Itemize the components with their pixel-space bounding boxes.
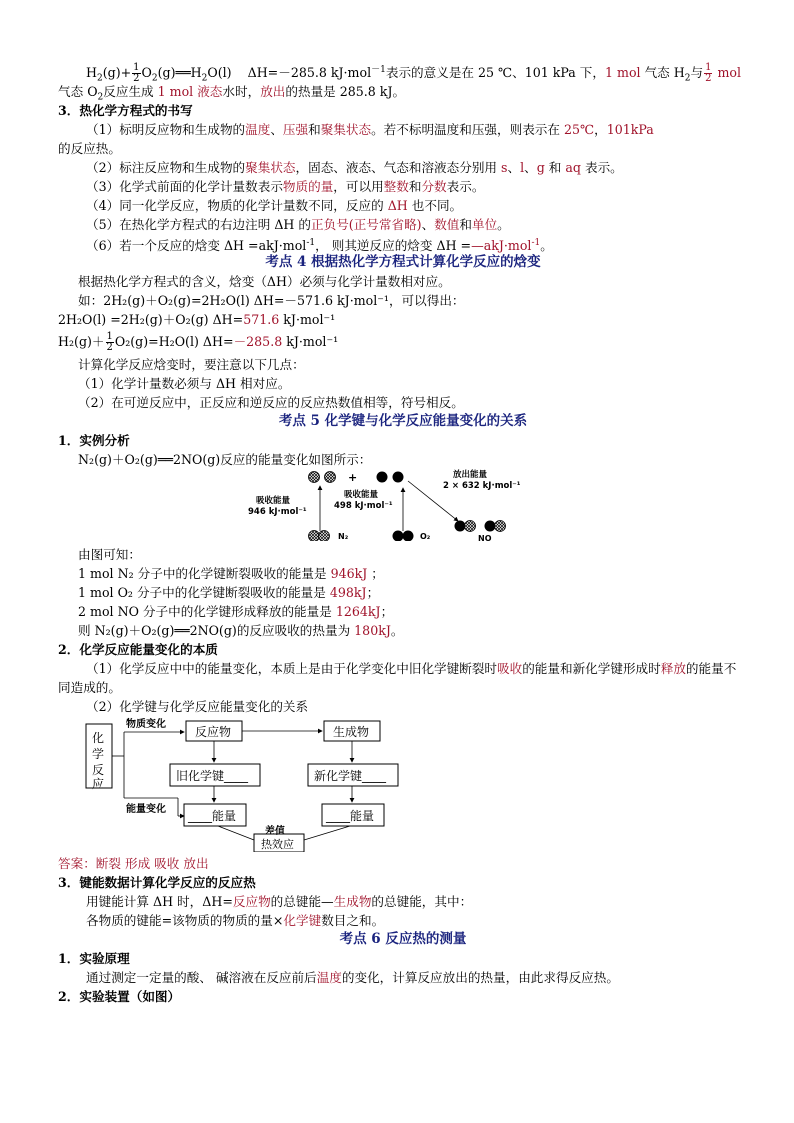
section-title: 3．键能数据计算化学反应的反应热 [58,875,256,890]
document-page [58,58,748,1006]
enthalpy-value: ΔH=－285.8 kJ·mol [247,65,372,81]
kd4-heading: 考点 4 根据热化学方程式计算化学反应的焓变 [265,254,541,270]
red-text: 1 mol 液态 [157,84,223,99]
o-atom [393,472,404,483]
result-line: 1 mol N₂ 分子中的化学键断裂吸收的能量是 946kJ ； [78,566,384,581]
nengliang-label: 能量变化 [126,804,166,815]
plus-sign: + [348,471,358,484]
product-label: 生成物 [333,725,370,739]
release-label: 放出能量 [453,470,488,480]
no-n-atom [495,521,506,532]
absorb1-label: 吸收能量 [256,496,291,506]
paragraph: 计算化学反应焓变时，要注意以下几点： [78,357,305,372]
result-line: 则 N₂(g)＋O₂(g)══2NO(g)的反应吸收的热量为 180kJ。 [78,623,404,638]
paragraph: 2H₂O(l) =2H₂(g)＋O₂(g) ΔH=571.6 kJ·mol⁻¹ [58,312,336,327]
paragraph: 通过测定一定量的酸、 碱溶液在反应前后温度的变化，计算反应放出的热量，由此求得反应热。 [86,970,619,985]
list-item-cont: 的反应热。 [58,141,121,156]
energy-relationship-diagram [58,716,748,852]
section-title: 2．化学反应能量变化的本质 [58,642,218,657]
relationship-svg [58,716,748,852]
list-item: （5）在热化学方程式的右边注明 ΔH 的正负号(正号常省略)、数值和单位。 [86,217,510,232]
absorb2-value: 498 kJ·mol⁻¹ [334,501,393,511]
paragraph: （2）在可逆反应中，正反应和逆反应的反应热数值相等，符号相反。 [78,395,464,410]
diff-line [304,826,350,840]
list-item: （1）标明反应物和生成物的温度、压强和聚集状态。若不标明温度和压强，则表示在 25℃，101kPa [86,122,654,137]
equation-meaning-line: 气态 $O_2$反应生成 1 mol 液态水时，放出的热量是 285.8 kJ。 [58,84,406,103]
reactant-label: 反应物 [195,725,232,739]
red-text: 放出 [260,84,286,99]
energy-right-label: ____能量 [326,809,375,823]
n2-label: N₂ [338,532,349,541]
paragraph: 用键能计算 ΔH 时，ΔH=反应物的总键能—生成物的总键能，其中： [86,894,473,909]
no-label: NO [478,534,492,541]
paragraph: 由图可知： [78,547,141,562]
text: (g)+ [102,65,132,81]
text: H [86,65,97,81]
paragraph: （1）化学反应中中的能量变化，本质上是由于化学变化中旧化学键断裂时吸收的能量和新化学键形成时释放的能量不同造成的。 [58,661,737,695]
left-box-char: 学 [92,747,105,761]
absorb2-label: 吸收能量 [344,490,379,500]
paragraph: （1）化学计量数必须与 ΔH 相对应。 [78,376,291,391]
o2-atom [393,531,404,542]
heat-label: 热效应 [261,838,294,851]
fraction-half-red: $\frac{1}{2}$ [705,62,712,85]
no-o-atom [455,521,466,532]
no-o-atom [485,521,496,532]
kd6-heading: 考点 6 反应热的测量 [339,931,467,947]
section-title: 1．实验原理 [58,951,130,966]
equation-line: $H_2(g)+$ $\frac{1}{2}$ $O_2(g)══H_2O(l)$ ΔH=－285.8 kJ·mol$^{-1}$表示的意义是在 25 ℃、101 kPa 下，1 mol 气态 $H_2$与 $\frac{1}{2}$ mol [86,62,742,85]
release-value: 2 × 632 kJ·mol⁻¹ [443,481,521,491]
text: O [141,65,152,81]
wuzhi-label: 物质变化 [126,719,166,730]
text: 表示的意义是在 25 ℃、101 kPa 下， [385,65,605,81]
text: 与 [690,65,704,81]
diff-line [218,826,254,840]
paragraph: （2）化学键与化学反应能量变化的关系 [86,699,309,714]
o2-label: O₂ [420,532,431,541]
n-atom [309,472,320,483]
red-text: 1 mol [605,65,641,81]
left-box-char: 应 [92,777,105,791]
list-item: （4）同一化学反应，物质的化学计量数不同，反应的 ΔH 也不同。 [86,198,463,213]
list-item: （2）标注反应物和生成物的聚集状态，固态、液态、气态和溶液态分别用 s、l、g 和 aq 表示。 [86,160,623,175]
n2-atom [319,531,330,542]
text: 气态 H [640,65,685,81]
energy-left-label: ____能量 [188,809,237,823]
section-title: 2．实验装置（如图） [58,989,181,1004]
list-item: （6）若一个反应的焓变 ΔH =akJ·mol$^{-1}$， 则其逆反应的焓变 ΔH =—akJ·mol$^{-1}$。 [86,238,553,254]
paragraph: 如：2H₂(g)＋O₂(g)=2H₂O(l) ΔH=－571.6 kJ·mol⁻¹，可以得出： [78,293,465,308]
kd5-heading: 考点 5 化学键与化学反应能量变化的关系 [278,413,528,429]
section-title: 3．热化学方程式的书写 [58,103,193,118]
result-line: 2 mol NO 分子中的化学键形成释放的能量是 1264kJ； [78,604,394,619]
left-box-char: 反 [92,763,105,777]
fraction-half: $\frac{1}{2}$ [106,331,113,353]
absorb1-value: 946 kJ·mol⁻¹ [248,507,307,517]
bond-energy-svg [58,469,748,541]
text: O(l) [207,65,232,81]
answer-line: 答案：断裂 形成 吸收 放出 [58,856,209,871]
diff-label: 差值 [265,826,285,837]
red-text: mol [717,65,742,81]
left-box-char: 化 [92,731,105,745]
fraction-half: $\frac{1}{2}$ [133,62,140,85]
old-bond-label: 旧化学键____ [176,769,249,783]
paragraph: 各物质的键能=该物质的物质的量×化学键数目之和。 [86,913,385,928]
o2-atom [403,531,414,542]
n2-atom [309,531,320,542]
paragraph: N₂(g)＋O₂(g)══2NO(g)反应的能量变化如图所示： [78,452,372,467]
o-atom [377,472,388,483]
no-n-atom [465,521,476,532]
n-atom [325,472,336,483]
paragraph: H₂(g)＋ $\frac{1}{2}$ O₂(g)=H₂O(l) ΔH=－285.8 kJ·mol⁻¹ [58,331,339,353]
text: (g)══H [157,65,202,81]
result-line: 1 mol O₂ 分子中的化学键断裂吸收的能量是 498kJ； [78,585,380,600]
bond-energy-diagram [58,469,748,541]
new-bond-label: 新化学键____ [314,769,387,783]
list-item: （3）化学式前面的化学计量数表示物质的量，可以用整数和分数表示。 [86,179,485,194]
paragraph: 根据热化学方程式的含义，焓变（ΔH）必须与化学计量数相对应。 [78,274,451,289]
section-title: 1．实例分析 [58,433,130,448]
